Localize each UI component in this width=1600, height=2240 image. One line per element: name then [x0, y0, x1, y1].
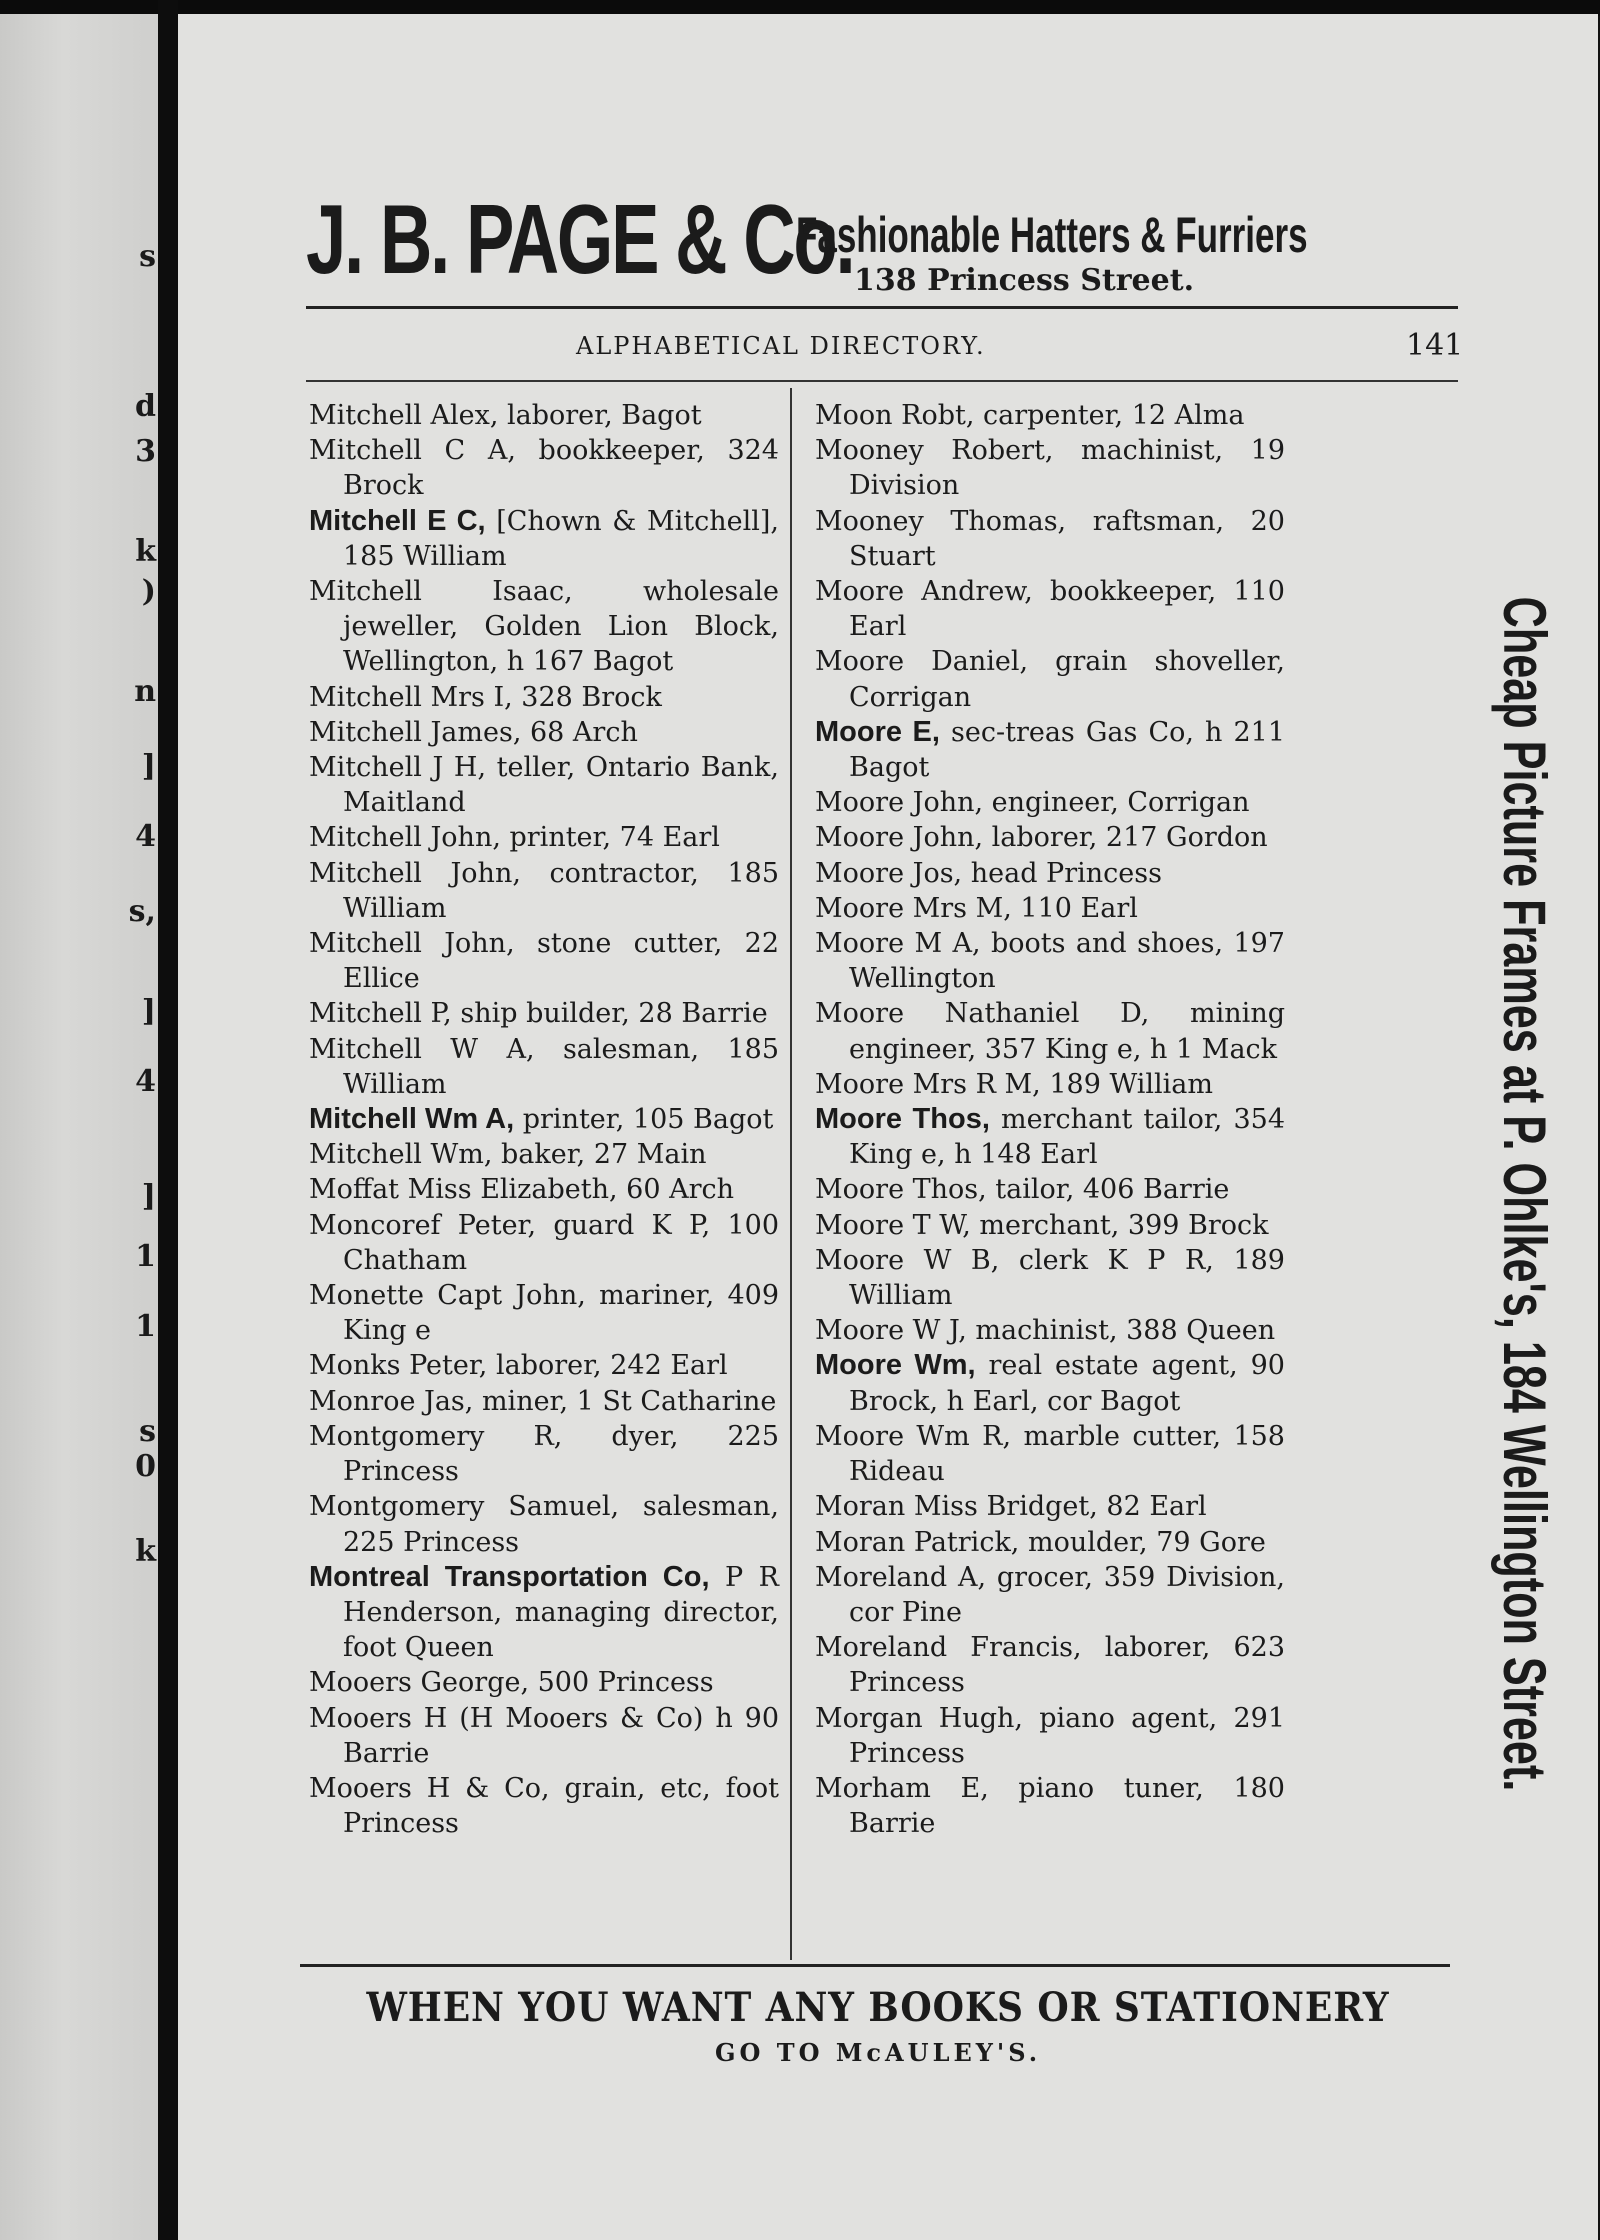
left-page-fragment: n: [134, 674, 156, 709]
side-advert: Cheap Picture Frames at P. Ohlke's, 184 Wellington Street.: [1491, 596, 1558, 1792]
entry-text: Mitchell C A, bookkeeper, 324 Brock: [309, 435, 779, 502]
entry-text: Moore Thos, tailor, 406 Barrie: [815, 1174, 1230, 1206]
entry-text: Mitchell James, 68 Arch: [309, 716, 638, 748]
directory-entry: [309, 1771, 779, 1841]
entry-text: Mooney Thomas, raftsman, 20 Stuart: [815, 505, 1285, 572]
entry-text: Mitchell Isaac, wholesale jeweller, Golden Lion Block, Wellington, h 167 Bagot: [309, 576, 779, 678]
entry-text: Morham E, piano tuner, 180 Barrie: [815, 1772, 1285, 1840]
directory-page: [178, 14, 1598, 2240]
directory-entry: [815, 504, 1285, 574]
left-page-fragment: s: [139, 239, 156, 274]
directory-entry: [815, 433, 1285, 503]
directory-entry: [815, 891, 1285, 926]
book-gutter: [158, 0, 178, 2240]
entry-text: Moreland Francis, laborer, 623 Princess: [815, 1632, 1285, 1699]
left-page-fragment: ]: [141, 994, 156, 1029]
adjacent-page-edge: [0, 14, 158, 2240]
directory-entry: [309, 856, 779, 926]
directory-entry: [815, 1489, 1285, 1524]
entry-text: Mitchell John, stone cutter, 22 Ellice: [309, 928, 779, 995]
entry-text: Moreland A, grocer, 359 Division, cor Pine: [815, 1561, 1285, 1628]
directory-entry: [309, 1560, 779, 1666]
directory-entry: [815, 1701, 1285, 1771]
entry-text: Moore Daniel, grain shoveller, Corrigan: [815, 646, 1285, 713]
entry-bold-name: Moore E,: [815, 715, 940, 748]
entry-text: Moore John, engineer, Corrigan: [815, 787, 1250, 819]
directory-entry: [815, 1525, 1285, 1560]
entry-text: merchant tailor, 354 King e, h 148 Earl: [849, 1104, 1285, 1171]
entry-text: Montgomery Samuel, salesman, 225 Princess: [309, 1491, 779, 1558]
entry-text: Moore Mrs R M, 189 William: [815, 1068, 1213, 1100]
directory-column-right: [815, 398, 1285, 1841]
entry-text: Moore T W, merchant, 399 Brock: [815, 1209, 1269, 1241]
entry-text: printer, 105 Bagot: [514, 1104, 774, 1136]
directory-entry: [309, 1701, 779, 1771]
entry-text: [Chown & Mitchell], 185 William: [343, 505, 779, 572]
entry-text: Mitchell P, ship builder, 28 Barrie: [309, 998, 768, 1030]
entry-text: Mitchell Mrs I, 328 Brock: [309, 681, 662, 713]
directory-entry: [309, 1172, 779, 1207]
directory-entry: [815, 820, 1285, 855]
entry-text: Mitchell Alex, laborer, Bagot: [309, 400, 702, 431]
directory-entry: [309, 504, 779, 574]
entry-text: real estate agent, 90 Brock, h Earl, cor Bagot: [849, 1350, 1285, 1417]
entry-text: Moore Jos, head Princess: [815, 857, 1162, 889]
directory-entry: [815, 1208, 1285, 1243]
entry-bold-name: Moore Wm,: [815, 1349, 976, 1382]
entry-text: Monette Capt John, mariner, 409 King e: [309, 1280, 779, 1347]
directory-entry: [815, 1243, 1285, 1313]
entry-text: Moore Mrs M, 110 Earl: [815, 892, 1138, 924]
entry-text: Moore Wm R, marble cutter, 158 Rideau: [815, 1420, 1285, 1488]
entry-text: Moon Robt, carpenter, 12 Alma: [815, 400, 1245, 431]
left-page-fragment: k: [135, 1534, 156, 1569]
entry-bold-name: Montreal Transportation Co,: [309, 1560, 710, 1593]
entry-text: Monroe Jas, miner, 1 St Catharine: [309, 1385, 777, 1417]
running-head: ALPHABETICAL DIRECTORY.: [576, 332, 986, 360]
entry-text: Moore John, laborer, 217 Gordon: [815, 822, 1268, 854]
directory-entry: [815, 1348, 1285, 1418]
left-page-fragment: k: [135, 534, 156, 569]
left-page-fragment: 4: [135, 1064, 156, 1099]
directory-entry: [309, 1384, 779, 1419]
footer-advert-line-1: WHEN YOU WANT ANY BOOKS OR STATIONERY: [366, 1984, 1390, 2031]
left-page-fragment: d: [135, 389, 156, 424]
entry-text: Moran Miss Bridget, 82 Earl: [815, 1491, 1207, 1523]
entry-text: Moore Andrew, bookkeeper, 110 Earl: [815, 576, 1285, 643]
firm-trade: Fashionable Hatters & Furriers: [796, 207, 1308, 263]
directory-entry: [309, 750, 779, 820]
running-head-rule: [306, 380, 1458, 382]
entry-text: Mooney Robert, machinist, 19 Division: [815, 435, 1285, 502]
entry-text: Mooers George, 500 Princess: [309, 1667, 714, 1699]
entry-text: Montgomery R, dyer, 225 Princess: [309, 1420, 779, 1488]
firm-address: 138 Princess Street.: [854, 263, 1195, 298]
entry-text: sec-treas Gas Co, h 211 Bagot: [849, 716, 1285, 784]
left-page-fragment: 1: [135, 1239, 156, 1274]
column-divider: [790, 388, 792, 1960]
directory-entry: [309, 820, 779, 855]
left-page-fragment: 4: [135, 819, 156, 854]
directory-entry: [309, 1489, 779, 1559]
directory-entry: [815, 1067, 1285, 1102]
directory-entry: [309, 1102, 779, 1137]
left-page-fragment: 1: [135, 1309, 156, 1344]
directory-entry: [309, 680, 779, 715]
entry-text: Moncoref Peter, guard K P, 100 Chatham: [309, 1209, 779, 1276]
entry-text: Moore W J, machinist, 388 Queen: [815, 1315, 1276, 1347]
entry-text: Mooers H (H Mooers & Co) h 90 Barrie: [309, 1702, 779, 1769]
directory-entry: [815, 644, 1285, 714]
directory-entry: [815, 785, 1285, 820]
entry-text: Moore Nathaniel D, mining engineer, 357 King e, h 1 Mack: [815, 998, 1285, 1065]
directory-entry: [815, 1102, 1285, 1172]
directory-entry: [815, 926, 1285, 996]
directory-entry: [815, 856, 1285, 891]
directory-entry: [309, 996, 779, 1031]
entry-text: Monks Peter, laborer, 242 Earl: [309, 1350, 728, 1382]
entry-text: Morgan Hugh, piano agent, 291 Princess: [815, 1702, 1285, 1769]
left-page-fragment: 0: [135, 1449, 156, 1484]
directory-entry: [309, 1032, 779, 1102]
entry-text: Moran Patrick, moulder, 79 Gore: [815, 1526, 1266, 1558]
directory-entry: [309, 1665, 779, 1700]
left-page-fragment: ): [141, 574, 156, 609]
entry-bold-name: Mitchell E C,: [309, 504, 486, 537]
header-rule: [306, 306, 1458, 309]
directory-entry: [815, 996, 1285, 1066]
entry-text: P R Henderson, managing director, foot Queen: [343, 1561, 779, 1664]
directory-entry: [309, 1278, 779, 1348]
firm-name: J. B. PAGE & Co.: [306, 184, 854, 294]
entry-text: Mitchell John, printer, 74 Earl: [309, 822, 720, 854]
entry-text: Moore W B, clerk K P R, 189 William: [815, 1244, 1285, 1312]
left-page-fragment: s: [139, 1414, 156, 1449]
directory-entry: [309, 1419, 779, 1489]
directory-column-left: [309, 398, 779, 1841]
left-page-fragment: ]: [141, 749, 156, 784]
directory-entry: [815, 1313, 1285, 1348]
footer-rule: [300, 1964, 1450, 1967]
entry-text: Mooers H & Co, grain, etc, foot Princess: [309, 1772, 779, 1840]
left-page-fragment: ]: [141, 1179, 156, 1214]
page-number: 141: [1406, 328, 1464, 363]
directory-entry: [815, 715, 1285, 785]
entry-text: Mitchell J H, teller, Ontario Bank, Maitland: [309, 752, 779, 819]
footer-advert-line-2: GO TO McAULEY'S.: [714, 2038, 1042, 2067]
entry-bold-name: Moore Thos,: [815, 1103, 990, 1136]
directory-entry: [815, 1172, 1285, 1207]
entry-text: Mitchell Wm, baker, 27 Main: [309, 1139, 707, 1171]
directory-entry: [309, 1348, 779, 1383]
entry-text: Mitchell John, contractor, 185 William: [309, 857, 779, 924]
directory-entry: [309, 398, 779, 433]
directory-entry: [815, 1560, 1285, 1630]
directory-entry: [309, 1208, 779, 1278]
entry-text: Moore M A, boots and shoes, 197 Wellington: [815, 928, 1285, 995]
left-page-fragment: s,: [128, 894, 156, 929]
entry-bold-name: Mitchell Wm A,: [309, 1103, 515, 1136]
directory-entry: [309, 1137, 779, 1172]
left-page-fragment: 3: [135, 434, 156, 469]
directory-entry: [815, 1630, 1285, 1700]
directory-entry: [815, 1771, 1285, 1841]
directory-entry: [309, 926, 779, 996]
directory-entry: [815, 1419, 1285, 1489]
entry-text: Mitchell W A, salesman, 185 William: [309, 1033, 779, 1100]
directory-entry: [815, 574, 1285, 644]
page-header-advert: [306, 184, 1458, 306]
directory-entry: [309, 715, 779, 750]
directory-entry: [815, 398, 1285, 433]
directory-entry: [309, 574, 779, 680]
directory-entry: [309, 433, 779, 503]
entry-text: Moffat Miss Elizabeth, 60 Arch: [309, 1174, 735, 1206]
